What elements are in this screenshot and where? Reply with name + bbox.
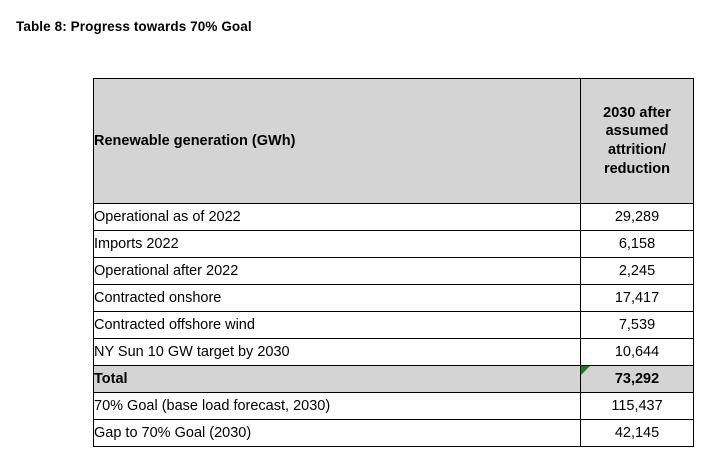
header-value-line-3: attrition/ [608,142,666,158]
header-value-line-4: reduction [603,160,671,177]
row-value-total-text: 73,292 [614,371,660,387]
table-row [94,204,694,231]
table-row [94,420,694,447]
row-label: Operational after 2022 [94,258,581,285]
header-cell-label: Renewable generation (GWh) [94,79,581,204]
header-value-line-2: assumed [605,123,669,140]
table-row [94,312,694,339]
row-label: Gap to 70% Goal (2030) [94,420,581,447]
table-row [94,258,694,285]
row-label: 70% Goal (base load forecast, 2030) [94,393,581,420]
row-label: NY Sun 10 GW target by 2030 [94,339,581,366]
row-value: 10,644 [581,339,694,366]
row-value: 17,417 [581,285,694,312]
row-label: Contracted onshore [94,285,581,312]
header-row [94,79,694,204]
table-row [94,393,694,420]
table-row [94,285,694,312]
row-label: Operational as of 2022 [94,204,581,231]
row-value: 6,158 [581,231,694,258]
table-header [94,79,694,204]
table-caption: Table 8: Progress towards 70% Goal [16,19,252,34]
header-value-line-1: 2030 after [603,104,671,121]
progress-table [93,78,694,447]
comment-corner-marker-icon [581,366,590,375]
table-row [94,339,694,366]
row-value: 42,145 [581,420,694,447]
row-value: 29,289 [581,204,694,231]
table-body [94,204,694,447]
table-row-total [94,366,694,393]
row-label-total: Total [94,366,581,393]
table-container [93,78,693,447]
table-row [94,231,694,258]
row-value: 7,539 [581,312,694,339]
header-cell-value [581,79,694,204]
row-value: 2,245 [581,258,694,285]
row-value-total [581,366,694,393]
row-label: Contracted offshore wind [94,312,581,339]
row-value: 115,437 [581,393,694,420]
row-label: Imports 2022 [94,231,581,258]
